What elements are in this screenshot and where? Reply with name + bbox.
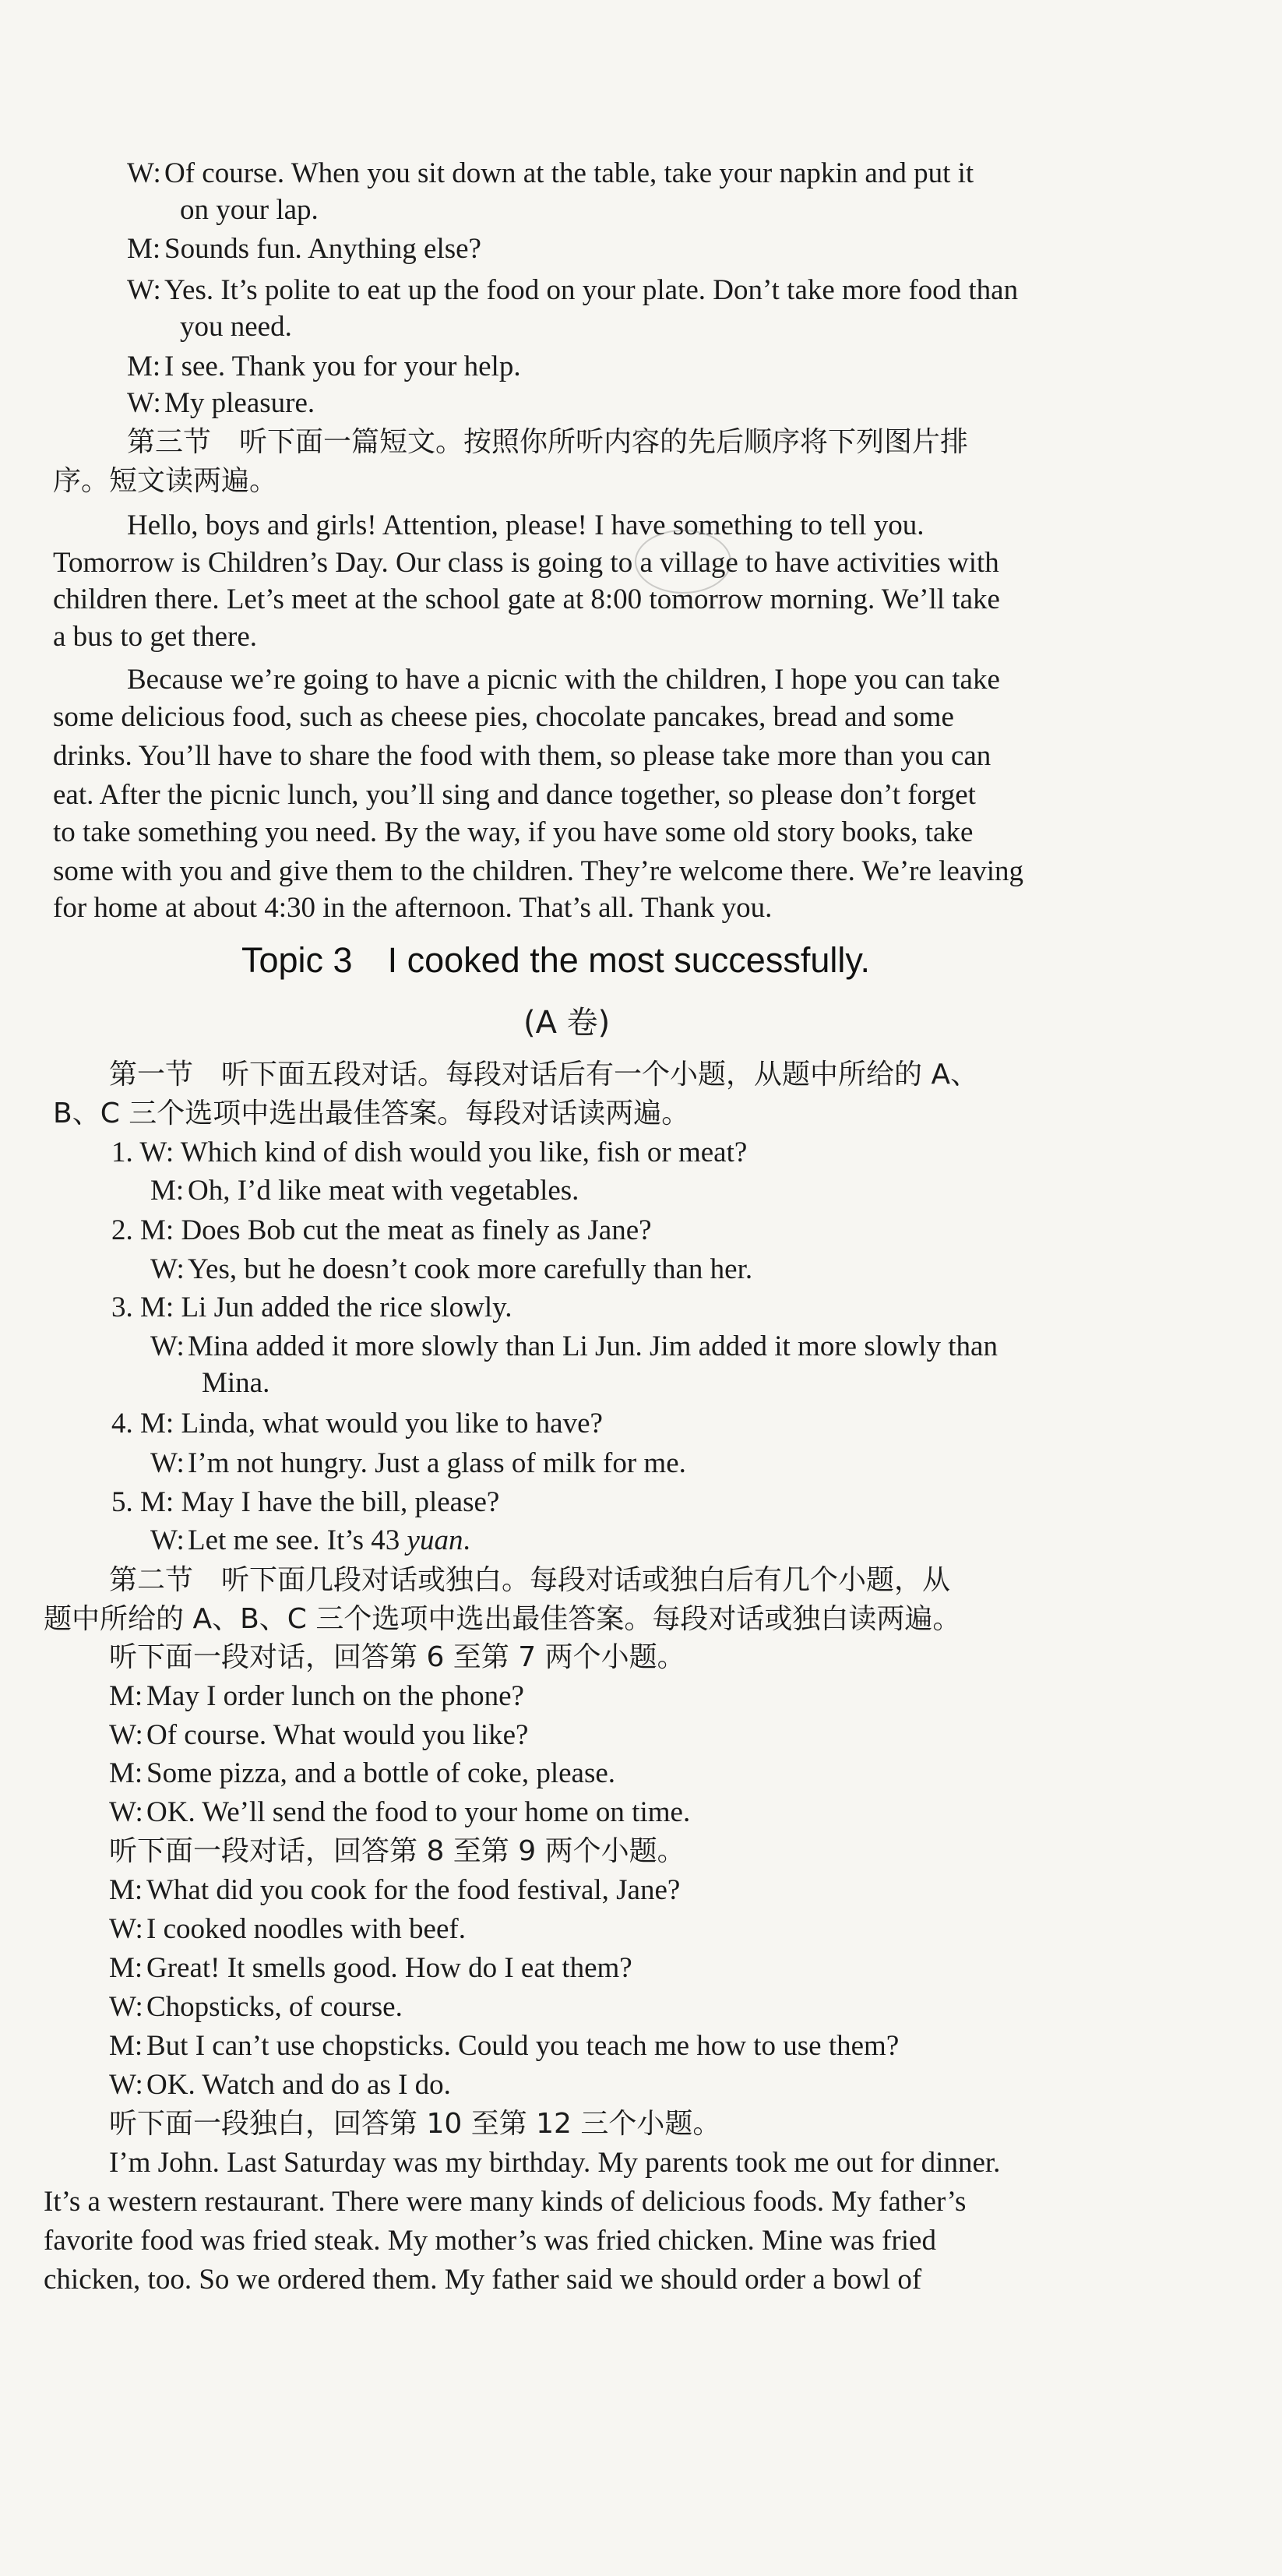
line-text: Let me see. It’s 43: [188, 1524, 407, 1556]
dialogue-line: [127, 231, 481, 267]
section-instruction: 第二节 听下面几段对话或独白。每段对话或独白后有几个小题，从: [109, 1564, 951, 1596]
speaker-label: W:: [109, 1719, 143, 1751]
speaker-label: M:: [109, 1757, 143, 1789]
speaker-label: W:: [109, 1796, 143, 1828]
dialogue-line: [127, 349, 521, 385]
question-line: [111, 1485, 499, 1521]
dialogue-line: [109, 1795, 690, 1831]
monologue-line: I’m John. Last Saturday was my birthday. My parents took me out for dinner.: [109, 2147, 1001, 2179]
topic-title: Topic 3 I cooked the most successfully.: [241, 940, 871, 980]
line-text: Of course. What would you like?: [146, 1719, 529, 1751]
line-text: Which kind of dish would you like, fish or meat?: [180, 1136, 748, 1168]
dialogue-line: [109, 1756, 615, 1792]
line-text: Does Bob cut the meat as finely as Jane?: [181, 1214, 652, 1246]
monologue-line: favorite food was fried steak. My mother’s was fried chicken. Mine was fried: [44, 2225, 936, 2257]
section-instruction: 题中所给的 A、B、C 三个选项中选出最佳答案。每段对话或独白读两遍。: [44, 1603, 961, 1635]
question-line: [150, 1329, 998, 1365]
line-text: My pleasure.: [164, 387, 315, 419]
dialogue-line: [109, 1912, 466, 1947]
dialogue-line: [109, 1718, 528, 1753]
dialogue-line: [127, 386, 315, 421]
dialogue-line: [127, 273, 1018, 308]
dialogue-line: [109, 1951, 632, 1986]
line-text: But I can’t use chopsticks. Could you teach me how to use them?: [146, 2030, 900, 2062]
speaker-label: M:: [109, 1952, 143, 1984]
speaker-label: M:: [127, 233, 161, 265]
speaker-label: W:: [109, 1991, 143, 2023]
section-instruction: 第一节 听下面五段对话。每段对话后有一个小题，从题中所给的 A、: [109, 1059, 979, 1091]
question-number: 3. M:: [111, 1292, 174, 1323]
question-line: [150, 1252, 752, 1288]
question-line: [150, 1523, 470, 1559]
dialogue-line: [109, 1679, 524, 1714]
speaker-label: W:: [150, 1253, 185, 1285]
line-text: Mina added it more slowly than Li Jun. Jim added it more slowly than: [188, 1330, 998, 1362]
line-text: May I order lunch on the phone?: [146, 1680, 524, 1712]
line-text: Yes, but he doesn’t cook more carefully than her.: [188, 1253, 753, 1285]
line-text: What did you cook for the food festival, Jane?: [146, 1874, 681, 1906]
passage-line: to take something you need. By the way, if you have some old story books, take: [53, 816, 974, 848]
watermark-stamp: [635, 530, 731, 594]
passage-line: Because we’re going to have a picnic with the children, I hope you can take: [127, 664, 1000, 696]
question-line: Mina.: [202, 1367, 270, 1399]
passage-line: Hello, boys and girls! Attention, please! I have something to tell you.: [127, 509, 925, 541]
monologue-line: It’s a western restaurant. There were many kinds of delicious foods. My father’s: [44, 2186, 967, 2218]
question-number: 2. M:: [111, 1214, 174, 1246]
speaker-label: W:: [127, 387, 161, 419]
passage-line: children there. Let’s meet at the school gate at 8:00 tomorrow morning. We’ll take: [53, 583, 1000, 615]
line-text: .: [463, 1524, 470, 1556]
speaker-label: W:: [150, 1524, 185, 1556]
passage-line: a bus to get there.: [53, 621, 257, 653]
line-text: I cooked noodles with beef.: [146, 1913, 466, 1945]
question-line: [111, 1213, 652, 1249]
line-text: Some pizza, and a bottle of coke, please.: [146, 1757, 616, 1789]
dialogue-line: you need.: [180, 311, 292, 343]
line-text: OK. Watch and do as I do.: [146, 2069, 451, 2101]
line-text: Oh, I’d like meat with vegetables.: [188, 1175, 579, 1207]
line-text: Linda, what would you like to have?: [181, 1408, 603, 1440]
passage-line: for home at about 4:30 in the afternoon. That’s all. Thank you.: [53, 892, 773, 924]
speaker-label: M:: [109, 1874, 143, 1906]
speaker-label: W:: [150, 1330, 185, 1362]
currency-word: yuan: [407, 1524, 463, 1556]
passage-line: some with you and give them to the children. They’re welcome there. We’re leaving: [53, 855, 1024, 887]
speaker-label: W:: [109, 2069, 143, 2101]
speaker-label: W:: [127, 274, 161, 306]
question-number: 5. M:: [111, 1486, 174, 1518]
paper-label: (A 卷): [523, 1005, 611, 1041]
question-line: [111, 1406, 603, 1442]
speaker-label: M:: [109, 2030, 143, 2062]
line-text: Of course. When you sit down at the table, take your napkin and put it: [164, 157, 974, 189]
speaker-label: M:: [127, 351, 161, 382]
dialogue-line: [109, 2067, 451, 2103]
passage-line: Tomorrow is Children’s Day. Our class is going to a village to have activities with: [53, 547, 999, 579]
question-line: [150, 1446, 686, 1482]
passage-line: some delicious food, such as cheese pies, chocolate pancakes, bread and some: [53, 701, 954, 733]
dialogue-line: [127, 156, 974, 192]
dialogue-instruction: 听下面一段对话，回答第 6 至第 7 两个小题。: [109, 1641, 685, 1673]
line-text: Sounds fun. Anything else?: [164, 233, 481, 265]
question-number: 1. W:: [111, 1136, 174, 1168]
speaker-label: W:: [150, 1447, 185, 1479]
section-instruction: 序。短文读两遍。: [53, 465, 278, 497]
question-line: [150, 1173, 579, 1209]
line-text: OK. We’ll send the food to your home on time.: [146, 1796, 691, 1828]
speaker-label: M:: [150, 1175, 185, 1207]
passage-line: drinks. You’ll have to share the food with them, so please take more than you can: [53, 740, 991, 772]
line-text: Great! It smells good. How do I eat them?: [146, 1952, 632, 1984]
line-text: Yes. It’s polite to eat up the food on your plate. Don’t take more food than: [164, 274, 1019, 306]
speaker-label: W:: [109, 1913, 143, 1945]
dialogue-instruction: 听下面一段对话，回答第 8 至第 9 两个小题。: [109, 1835, 685, 1867]
monologue-instruction: 听下面一段独白，回答第 10 至第 12 三个小题。: [109, 2108, 721, 2140]
question-line: [111, 1290, 512, 1326]
dialogue-line: on your lap.: [180, 194, 319, 226]
line-text: May I have the bill, please?: [181, 1486, 500, 1518]
question-number: 4. M:: [111, 1408, 174, 1440]
dialogue-line: [109, 1989, 403, 2025]
section-instruction: 第三节 听下面一篇短文。按照你所听内容的先后顺序将下列图片排: [127, 426, 969, 458]
line-text: Chopsticks, of course.: [146, 1991, 403, 2023]
line-text: I see. Thank you for your help.: [164, 351, 521, 382]
dialogue-line: [109, 1873, 680, 1908]
line-text: Li Jun added the rice slowly.: [181, 1292, 512, 1323]
monologue-line: chicken, too. So we ordered them. My father said we should order a bowl of: [44, 2264, 922, 2296]
section-instruction: B、C 三个选项中选出最佳答案。每段对话读两遍。: [53, 1098, 690, 1129]
passage-line: eat. After the picnic lunch, you’ll sing and dance together, so please don’t forget: [53, 779, 976, 811]
question-line: [111, 1135, 747, 1171]
speaker-label: W:: [127, 157, 161, 189]
line-text: I’m not hungry. Just a glass of milk for me.: [188, 1447, 686, 1479]
speaker-label: M:: [109, 1680, 143, 1712]
dialogue-line: [109, 2028, 899, 2064]
